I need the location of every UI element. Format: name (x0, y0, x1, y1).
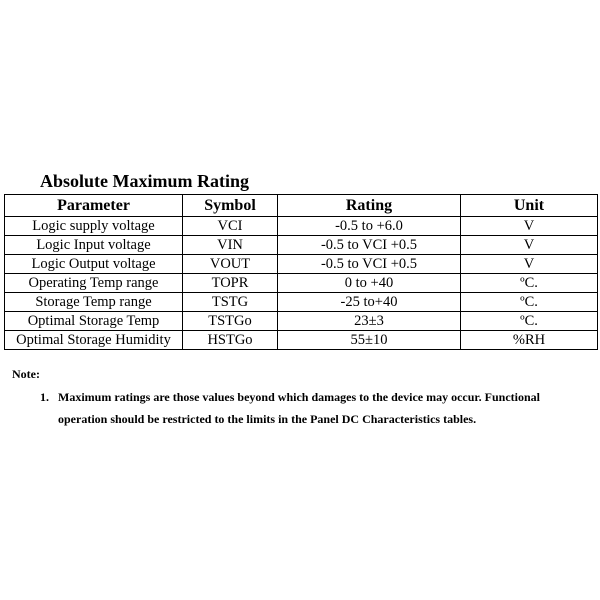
cell-rating: 0 to +40 (278, 274, 461, 293)
cell-symbol: HSTGo (183, 331, 278, 350)
cell-symbol: VIN (183, 236, 278, 255)
cell-rating: 23±3 (278, 312, 461, 331)
cell-rating: 55±10 (278, 331, 461, 350)
cell-symbol: TSTGo (183, 312, 278, 331)
cell-parameter: Operating Temp range (5, 274, 183, 293)
cell-rating: -0.5 to VCI +0.5 (278, 255, 461, 274)
header-parameter: Parameter (5, 195, 183, 217)
cell-rating: -25 to+40 (278, 293, 461, 312)
cell-rating: -0.5 to VCI +0.5 (278, 236, 461, 255)
note-item (40, 386, 590, 430)
cell-symbol: TOPR (183, 274, 278, 293)
cell-unit: V (461, 217, 598, 236)
cell-symbol: VOUT (183, 255, 278, 274)
cell-parameter: Storage Temp range (5, 293, 183, 312)
cell-symbol: VCI (183, 217, 278, 236)
table-header-row (5, 195, 598, 217)
table-row (5, 293, 598, 312)
cell-parameter: Logic supply voltage (5, 217, 183, 236)
table-row (5, 255, 598, 274)
note-text-line-2: operation should be restricted to the limits in the Panel DC Characteristics tables. (58, 412, 477, 426)
absolute-maximum-rating-table (4, 194, 598, 350)
cell-symbol: TSTG (183, 293, 278, 312)
cell-unit: %RH (461, 331, 598, 350)
cell-parameter: Optimal Storage Humidity (5, 331, 183, 350)
table-row (5, 274, 598, 293)
cell-rating: -0.5 to +6.0 (278, 217, 461, 236)
cell-unit: V (461, 255, 598, 274)
cell-unit: ºC. (461, 312, 598, 331)
table-row (5, 331, 598, 350)
header-unit: Unit (461, 195, 598, 217)
cell-parameter: Logic Input voltage (5, 236, 183, 255)
cell-parameter: Logic Output voltage (5, 255, 183, 274)
table-row (5, 217, 598, 236)
note-number: 1. (40, 390, 49, 404)
header-rating: Rating (278, 195, 461, 217)
section-title: Absolute Maximum Rating (40, 171, 250, 191)
cell-unit: V (461, 236, 598, 255)
header-symbol: Symbol (183, 195, 278, 217)
note-text-line-1: Maximum ratings are those values beyond which damages to the device may occur. Functional (58, 390, 540, 404)
table-row (5, 236, 598, 255)
cell-unit: ºC. (461, 293, 598, 312)
note-label: Note: (12, 367, 40, 381)
cell-unit: ºC. (461, 274, 598, 293)
cell-parameter: Optimal Storage Temp (5, 312, 183, 331)
table-row (5, 312, 598, 331)
